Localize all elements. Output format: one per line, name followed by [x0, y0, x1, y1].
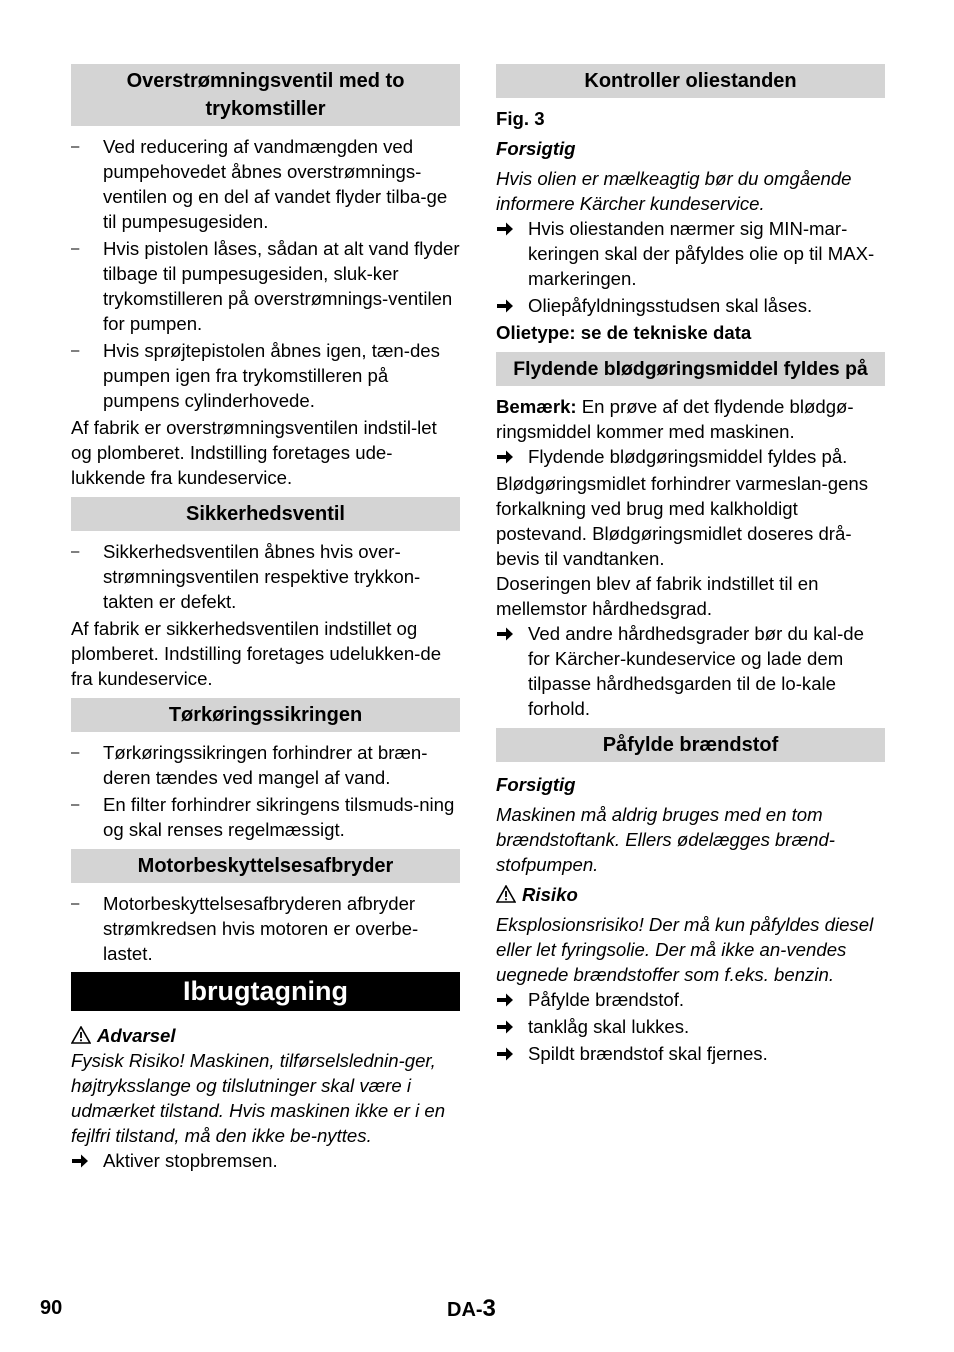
action-item: Oliepåfyldningsstudsen skal låses.: [496, 293, 885, 318]
arrow-right-icon: [496, 449, 514, 465]
right-column: [496, 64, 885, 1068]
oil-type: Olietype: se de tekniske data: [496, 322, 752, 343]
heading-fuel: Påfylde brændstof: [496, 728, 885, 762]
risk-text: Eksplosionsrisiko! Der må kun påfyldes diesel eller let fyringsolie. Der må ikke an-vendes uegnede brændstoffer som f.eks. benzin.: [496, 914, 874, 985]
arrow-right-icon: [71, 1153, 89, 1169]
paragraph: Doseringen blev af fabrik indstillet til en mellemstor hårdhedsgrad.: [496, 573, 819, 619]
caution-text: Maskinen må aldrig bruges med en tom brændstoftank. Ellers ødelægges brænd-stofpumpen.: [496, 804, 835, 875]
heading-softener: Flydende blødgøringsmiddel fyldes på: [496, 352, 885, 386]
action-item: Ved andre hårdhedsgrader bør du kal-de for Kärcher-kundeservice og lade dem tilpasse hårdhedsgarden til de lo-kale forhold.: [496, 621, 885, 721]
warning-heading: Advarsel: [71, 1023, 460, 1048]
dash-bullet-icon: –: [71, 240, 80, 257]
list-item: – Ved reducering af vandmængden ved pumpehovedet åbnes overstrømnings-ventilen og en del af vandet flyder tilba-ge til pumpesugesiden.: [71, 136, 448, 232]
arrow-right-icon: [496, 626, 514, 642]
paragraph: Af fabrik er overstrømningsventilen indstil-let og plomberet. Indstilling foretages ude-lukkende fra kundeservice.: [71, 417, 437, 488]
dash-bullet-icon: –: [71, 796, 80, 813]
action-item: Hvis oliestanden nærmer sig MIN-mar-keringen skal der påfyldes olie op til MAX-markeringen.: [496, 216, 885, 291]
warning-text: Fysisk Risiko! Maskinen, tilførselslednin-ger, højtryksslange og tilslutninger skal være i udmærket tilstand. Hvis maskinen ikke er i en fejlfri tilstand, må den ikke be-nyttes.: [71, 1050, 446, 1146]
list-item: – Tørkøringssikringen forhindrer at bræn-deren tændes ved mangel af vand.: [71, 742, 428, 788]
arrow-right-icon: [496, 1046, 514, 1062]
action-item: Aktiver stopbremsen.: [71, 1148, 460, 1173]
risk-heading: Risiko: [496, 882, 885, 907]
list-item: – Motorbeskyttelsesafbryderen afbryder strømkredsen hvis motoren er overbe-lastet.: [71, 893, 419, 964]
language-page-label: DA-3: [447, 1295, 496, 1322]
figure-reference: Fig. 3: [496, 108, 545, 129]
warning-triangle-icon: [71, 1026, 91, 1044]
warning-triangle-icon: [496, 885, 516, 903]
arrow-right-icon: [496, 221, 514, 237]
heading-dry-run-protection: Tørkøringssikringen: [71, 698, 460, 732]
heading-safety-valve: Sikkerhedsventil: [71, 497, 460, 531]
heading-check-oil: Kontroller oliestanden: [496, 64, 885, 98]
note: Bemærk: En prøve af det flydende blødgø-ringsmiddel kommer med maskinen.: [496, 396, 854, 442]
list-item: – Hvis sprøjtepistolen åbnes igen, tæn-des pumpen igen fra trykomstilleren på pumpens cylinderhovede.: [71, 340, 440, 411]
action-item: Flydende blødgøringsmiddel fyldes på.: [496, 444, 885, 469]
action-item: tanklåg skal lukkes.: [496, 1014, 885, 1039]
dash-bullet-icon: –: [71, 342, 80, 359]
dash-bullet-icon: –: [71, 138, 80, 155]
paragraph: Blødgøringsmidlet forhindrer varmeslan-gens forkalkning ved brug med kalkholdigt postevand. Blødgøringsmidlet doseres drå-bevis til vandtanken.: [496, 473, 869, 569]
list-item: – Sikkerhedsventilen åbnes hvis over-strømningsventilen respektive trykkon-takten er defekt.: [71, 541, 421, 612]
dash-bullet-icon: –: [71, 543, 80, 560]
action-item: Spildt brændstof skal fjernes.: [496, 1041, 885, 1066]
heading-motor-protection: Motorbeskyttelsesafbryder: [71, 849, 460, 883]
arrow-right-icon: [496, 1019, 514, 1035]
left-column: [71, 64, 460, 1175]
heading-overflow-valve: Overstrømningsventil med to trykomstiller: [71, 64, 460, 126]
dash-bullet-icon: –: [71, 895, 80, 912]
caution-heading: Forsigtig: [496, 774, 576, 795]
caution-text: Hvis olien er mælkeagtig bør du omgående informere Kärcher kundeservice.: [496, 168, 852, 214]
list-item: – En filter forhindrer sikringens tilsmuds-ning og skal renses regelmæssigt.: [71, 794, 455, 840]
action-item: Påfylde brændstof.: [496, 987, 885, 1012]
list-item: – Hvis pistolen låses, sådan at alt vand flyder tilbage til pumpesugesiden, sluk-ker trykomstilleren på overstrømnings-ventilen for pumpen.: [71, 238, 460, 334]
page-number: 90: [40, 1297, 63, 1319]
arrow-right-icon: [496, 298, 514, 314]
arrow-right-icon: [496, 992, 514, 1008]
caution-heading: Forsigtig: [496, 138, 576, 159]
section-title: Ibrugtagning: [71, 972, 460, 1011]
dash-bullet-icon: –: [71, 744, 80, 761]
paragraph: Af fabrik er sikkerhedsventilen indstillet og plomberet. Indstilling foretages udelukken-de fra kundeservice.: [71, 618, 442, 689]
